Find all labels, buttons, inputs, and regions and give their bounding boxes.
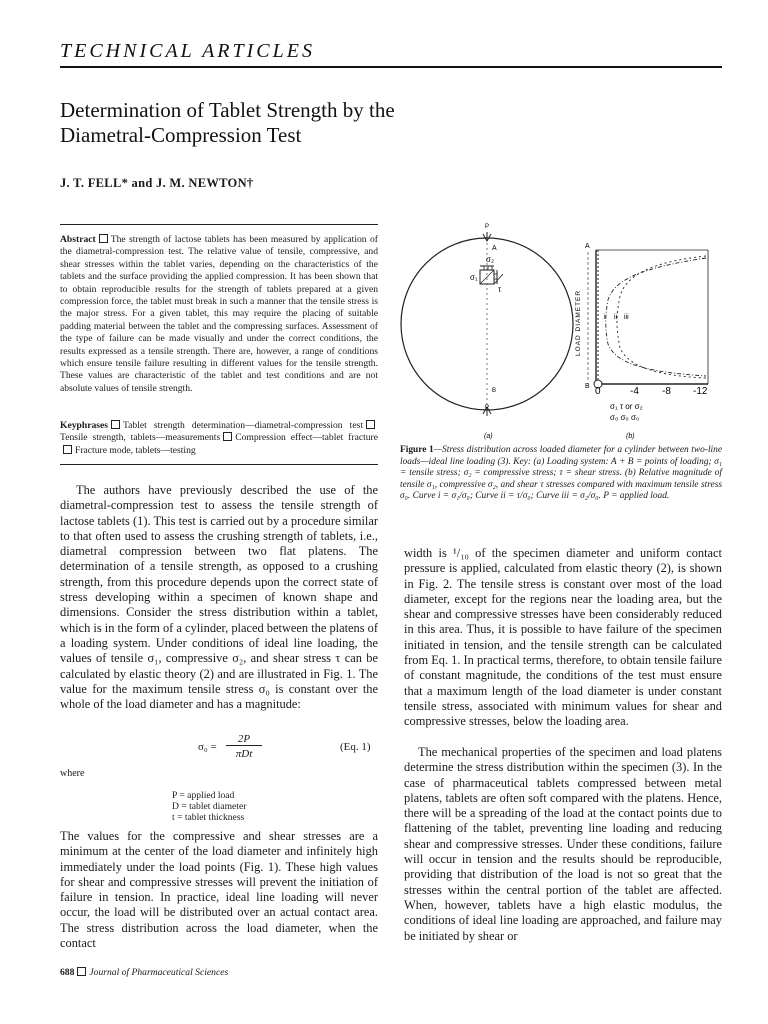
abstract-label: Abstract — [60, 234, 96, 245]
figure-caption — [400, 445, 722, 503]
label-tau: τ — [498, 285, 502, 294]
axis-label-load-diameter: LOAD DIAMETER — [575, 289, 582, 356]
where-item: t = tablet thickness — [172, 812, 245, 823]
figure-1 — [400, 216, 722, 444]
equation-lhs: σ₀ = — [198, 741, 217, 753]
abstract — [60, 234, 378, 395]
tick-label: -12 — [693, 386, 708, 397]
body-paragraph-4: The mechanical properties of the specimen and load platens determine the stress distribution within the specimen (3). In the case of pharmaceutical tablets compressed between metal platens, tablets are often soft compared with the platens. Hence, there will be a spreading of the load at the contact points due to flattening of the tablet, preventing line loading and reducing shear and compressive stresses. Under these conditions, failure will occur in tension and the results should be reproducible, providing that distribution of the load is not so great that the stresses within the central portion of the tablet are affected. When, however, tablets have a high elastic modulus, the conditions of ideal line loading are approached, and failure may be initiated by shear or — [404, 745, 722, 943]
curve-iii — [606, 258, 706, 376]
keyphrase-item: Tablet strength determination—diametral-compression test — [122, 420, 363, 431]
ratio-denominators: σ₀ σ₀ σ₀ — [610, 413, 640, 422]
equation-numerator: 2P — [226, 733, 262, 746]
equation-denominator: πDt — [235, 748, 253, 760]
header-rule — [60, 66, 722, 68]
keyphrases — [60, 420, 378, 457]
label-curve-ii: ii — [614, 314, 618, 321]
ratio-label: σ₁ τ or σ₂ — [610, 402, 643, 411]
page-footer — [60, 967, 228, 978]
label-sigma1: σ₁ — [470, 273, 478, 282]
label-curve-i: i — [604, 314, 606, 321]
abstract-text: The strength of lactose tablets has been measured by application of the diametral-compression test. The relative value of tensile, compressive, and shear stresses within the tablet varies, depending on the characteristics of the tablets and the surface providing the applied compression. It has been shown that to obtain reproducible results for the strength of tablets prepared at a given compression force, the tablet must break in such a manner that the tensile stress is the major stress. For a given tablet, this may require the placing of suitable padding material between the tablet and the compressing surfaces. Assessment of the type of failure can be made visually and under the correct conditions, the results expressed as a tensile strength. There are, however, a range of conditions which ensure tensile failure resulting in different values for the tensile strength. These values are characteristic of the tablet and test conditions and are not absolute values of tensile strength. — [60, 234, 378, 394]
keyphrase-item: Fracture mode, tablets—testing — [75, 444, 196, 456]
equation-label: (Eq. 1) — [340, 741, 371, 753]
box-icon — [99, 234, 108, 243]
article-title: Determination of Tablet Strength by the Diametral-Compression Test — [60, 98, 395, 147]
keyphrases-label: Keyphrases — [60, 420, 108, 431]
box-icon — [366, 420, 375, 429]
curve-ii — [617, 256, 706, 378]
label-b-left: B — [492, 388, 497, 394]
box-icon — [111, 420, 120, 429]
body-paragraph-2: The values for the compressive and shear stresses are a minimum at the center of the load diameter and infinitely high immediately under the load points (Fig. 1). These high values for shear and compressive stresses will prevent the initiation of failure in tension. In practice, ideal line loading will never occur, the load will be distributed over an actual contact area. The stress distribution across the load diameter, when the contact — [60, 829, 378, 951]
where-item: D = tablet diameter — [172, 801, 247, 812]
body-paragraph-1: The authors have previously described the use of the diametral-compression test to assess the tensile strength of lactose tablets (1). This test is carried out by a procedure similar to that often used to assess the crushing strength of tablets, i.e., diametral compression between two flat platens. The determination of a tensile strength, as opposed to a crushing strength, from this procedure depends upon the correct state of stress developing within a specimen of known shape and dimensions. Consider the stress distribution within a tablet, which is in the form of a cylinder, placed between the platens of a loading system. Under conditions of ideal line loading, the values of tensile σ₁, compressive σ₂, and shear stress τ can be calculated by elastic theory (2) and are illustrated in Fig. 1. The value for the maximum tensile stress σ₀ is constant over the whole of the load diameter and has a magnitude: — [60, 483, 378, 712]
label-p-bottom: P — [485, 405, 490, 411]
keyphrase-item: Compression effect—tablet fracture — [235, 432, 378, 444]
label-sigma2: σ₂ — [486, 255, 495, 264]
label-a-right: A — [585, 243, 590, 250]
panel-b-label: (b) — [626, 433, 635, 440]
body-paragraph-3: width is ¹/₁₀ of the specimen diameter and uniform contact pressure is applied, calculated from elastic theory (2), is shown in Fig. 2. The tensile stress is constant over most of the load diameter, except for the regions near the loading area, but the shear and compressive stresses have been considerably reduced in this area. Thus, it is possible to have failure of the specimen initiated in tension, and the tensile strength can be calculated from Eq. 1. In practical terms, therefore, to obtain tensile failure of constant magnitude, the conditions of the test must ensure that a maximum length of the load diameter is under constant tensile stress, associated with minimum values for shear and compressive stresses, below the loading area. — [404, 546, 722, 729]
panel-a-label: (a) — [484, 433, 493, 440]
label-a-left: A — [492, 245, 497, 252]
abstract-bottom-rule — [60, 464, 378, 465]
figure-caption-label: Figure 1 — [400, 445, 434, 455]
box-icon — [223, 432, 232, 441]
box-icon — [63, 445, 72, 454]
page-number: 688 — [60, 967, 75, 978]
label-p-top: P — [485, 224, 490, 230]
section-heading: TECHNICAL ARTICLES — [60, 40, 315, 62]
tick-label: -4 — [630, 386, 639, 397]
label-curve-iii: iii — [624, 314, 629, 321]
tick-label: -8 — [662, 386, 671, 397]
box-icon — [77, 967, 86, 976]
figure-caption-text: —Stress distribution across loaded diameter for a cylinder between two-line loads—ideal line loading (3). Key: (a) Loading system: A + B = points of loading; σ₁ = tensile stress; σ₂ = compressive stress; τ = shear stress. (b) Relative magnitude of tensile σ₁, compressive σ₂, and shear τ stresses compared with maximum tensile stress σ₀. Curve i = σ₁/σ₀; Curve ii = τ/σ₀; Curve iii = σ₂/σ₀. P = applied load. — [400, 445, 723, 502]
where-label: where — [60, 768, 85, 779]
article-authors: J. T. FELL* and J. M. NEWTON† — [60, 176, 254, 190]
tick-label: 0 — [595, 386, 601, 397]
label-b-right: B — [585, 383, 590, 390]
abstract-top-rule — [60, 224, 378, 225]
where-list — [172, 790, 246, 823]
journal-name: Journal of Pharmaceutical Sciences — [89, 967, 229, 978]
keyphrase-item: Tensile strength, tablets—measurements — [60, 432, 221, 444]
where-item: P = applied load — [172, 790, 235, 801]
